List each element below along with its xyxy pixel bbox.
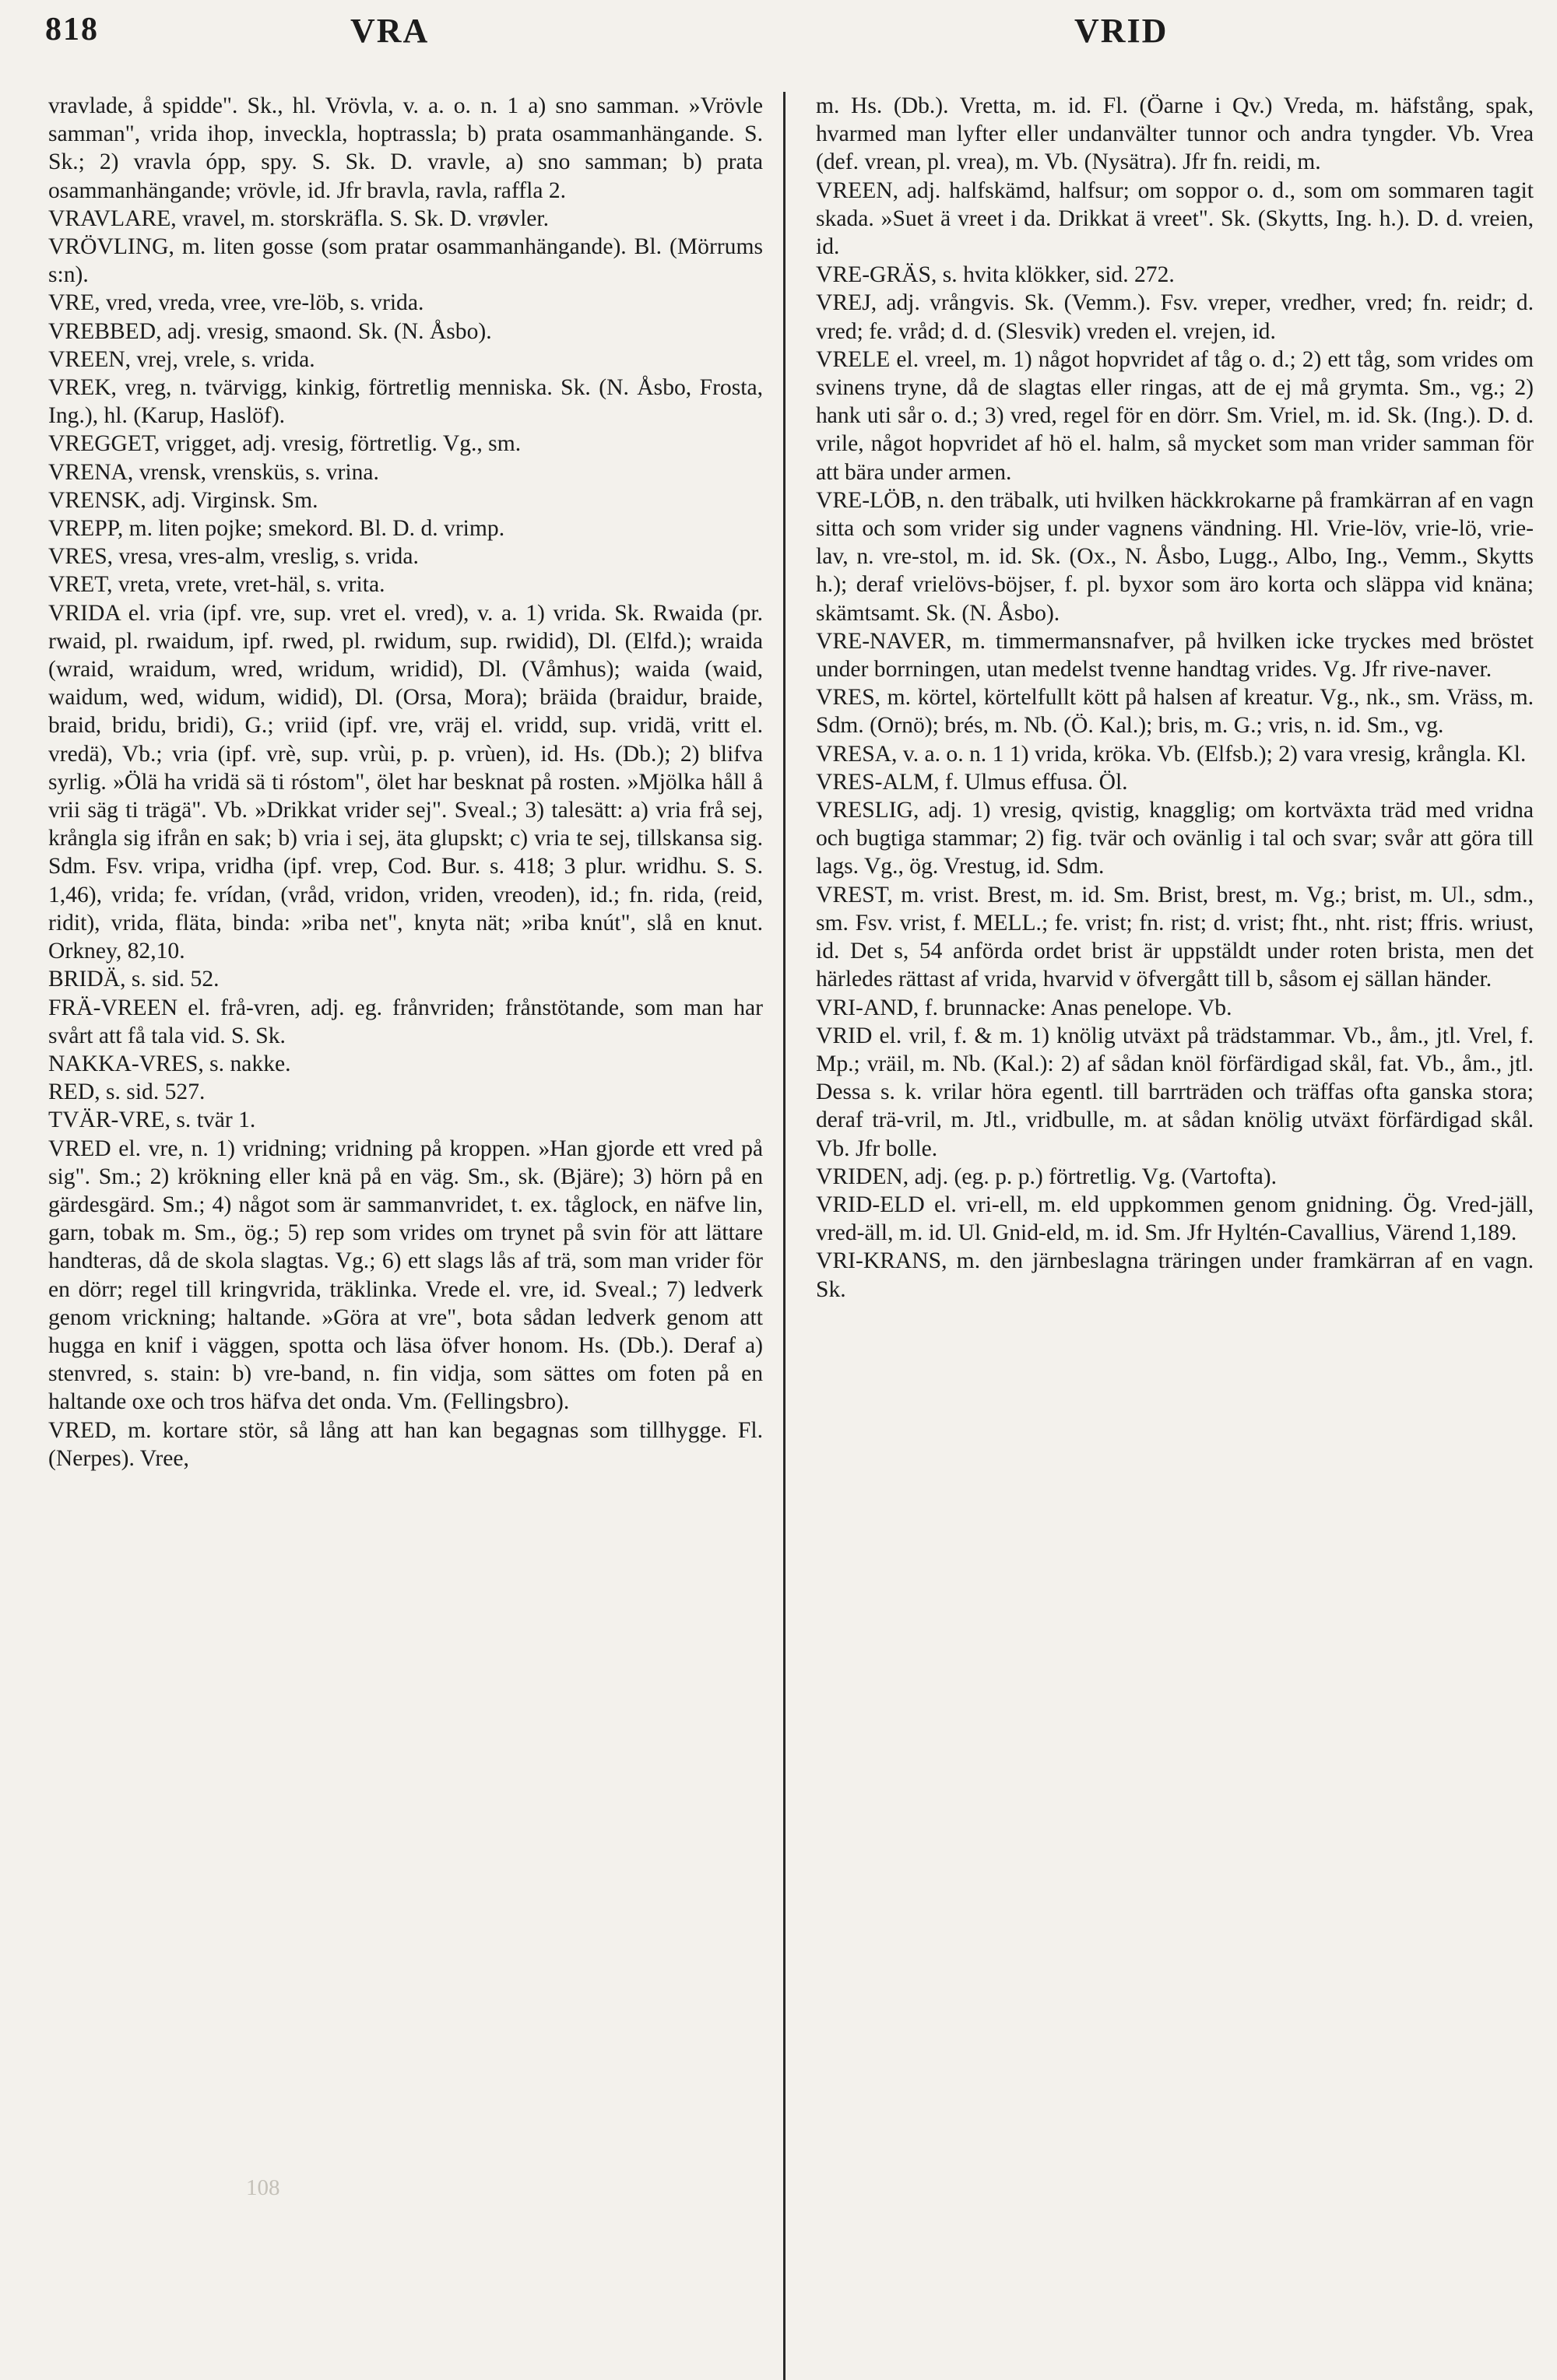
right-column-text: m. Hs. (Db.). Vretta, m. id. Fl. (Öarne i Qv.) Vreda, m. häfstång, spak, hvarmed man lyfter eller undanvälter tunnor och andra tyngder. Vb. Vrea (def. vrean, pl. vrea), m. Vb. (Nysätra). Jfr fn. reidi, m. VREEN, adj. halfskämd, halfsur; om soppor o. d., som om sommaren tagit skada. »Suet ä vreet i da. Drikkat ä vreet". Sk. (Skytts, Ing. h.). D. d. vreien, id. VRE-GRÄS, s. hvita klökker, sid. 272. VREJ, adj. vrångvis. Sk. (Vemm.). Fsv. vreper, vredher, vred; fn. reidr; d. vred; fe. vråd; d. d. (Slesvik) vreden el. vrejen, id. VRELE el. vreel, m. 1) något hopvridet af tåg o. d.; 2) ett tåg, som vrides om svinens tryne, då de slagtas eller ringas, att de ej må grymta. Sm., vg.; 2) hank uti sår o. d.; 3) vred, regel för en dörr. Sm. Vriel, m. id. Sk. (Ing.). D. d. vrile, något hopvridet af hö el. halm, så mycket som man vrider samman för att bära under armen. VRE-LÖB, n. den träbalk, uti hvilken häckkrokarne på framkärran af en vagn sitta och som vrider sig under vagnens vändning. Hl. Vrie-löv, vrie-lö, vrie-lav, n. vre-stol, m. id. Sk. (Ox., N. Åsbo, Lugg., Albo, Ing., Vemm., Skytts h.); deraf vrielövs-böjser, f. pl. byxor som äro korta och släppa vid knäna; skämtsamt. Sk. (N. Åsbo). VRE-NAVER, m. timmermansnafver, på hvilken icke tryckes med bröstet under borrningen, utan medelst tvenne handtag vrides. Vg. Jfr rive-naver. VRES, m. körtel, körtelfullt kött på halsen af kreatur. Vg., nk., sm. Vräss, m. Sdm. (Ornö); brés, m. Nb. (Ö. Kal.); bris, m. G.; vris, n. id. Sm., vg. VRESA, v. a. o. n. 1 1) vrida, kröka. Vb. (Elfsb.); 2) vara vresig, krångla. Kl. VRES-ALM, f. Ulmus effusa. Öl. VRESLIG, adj. 1) vresig, qvistig, knagglig; om kortväxta träd med vridna och bugtiga stammar; 2) fig. tvär och ovänlig i tal och svar; svår att göra till lags. Vg., ög. Vrestug, id. Sdm. VREST, m. vrist. Brest, m. id. Sm. Brist, brest, m. Vg.; brist, m. Ul., sdm., sm. Fsv. vrist, f. MELL.; fe. vrist; fn. rist; d. vrist; fht., nht. rist; ffris. wriust, id. Det s, 54 anförda ordet brist är uppstäldt under roten brista, men det härledes rättast af vrida, hvarvid v öfvergått till b, såsom ej sällan händer. VRI-AND, f. brunnacke: Anas penelope. Vb. VRID el. vril, f. & m. 1) knölig utväxt på trädstammar. Vb., åm., jtl. Vrel, f. Mp.; vräil, m. Nb. (Kal.): 2) af sådan knöl förfärdigad skål, fat. Vb., åm., jtl. Dessa s. k. vrilar höra egentl. till barrträden och träffas ofta ganska stora; deraf trä-vril, m. Jtl., vridbulle, m. at sådan knölig utväxt förfärdigad skål. Vb. Jfr bolle. VRIDEN, adj. (eg. p. p.) förtretlig. Vg. (Vartofta). VRID-ELD el. vri-ell, m. eld uppkommen genom gnidning. Ög. Vred-jäll, vred-äll, m. id. Ul. Gnid-eld, m. id. Sm. Jfr Hyltén-Cavallius, Värend 1,189. VRI-KRANS, m. den järnbeslagna träringen under framkärran af en vagn. Sk.	[816, 93, 1534, 1302]
page-number: 818	[45, 12, 99, 47]
left-running-head: VRA	[350, 12, 430, 50]
faint-folio-number: 108	[246, 2175, 280, 2200]
column-divider	[783, 92, 786, 2380]
left-column-text: vravlade, å spidde". Sk., hl. Vrövla, v. a. o. n. 1 a) sno samman. »Vrövle samman", vrida ihop, inveckla, hoptrassla; b) prata osammanhängande. S. Sk.; 2) vravla ópp, spy. S. Sk. D. vravle, a) sno samman; b) prata osammanhängande; vrövle, id. Jfr bravla, ravla, raffla 2. VRAVLARE, vravel, m. storskräfla. S. Sk. D. vrøvler. VRÖVLING, m. liten gosse (som pratar osammanhängande). Bl. (Mörrums s:n). VRE, vred, vreda, vree, vre-löb, s. vrida. VREBBED, adj. vresig, smaond. Sk. (N. Åsbo). VREEN, vrej, vrele, s. vrida. VREK, vreg, n. tvärvigg, kinkig, förtretlig menniska. Sk. (N. Åsbo, Frosta, Ing.), hl. (Karup, Haslöf). VREGGET, vrigget, adj. vresig, förtretlig. Vg., sm. VRENA, vrensk, vrensküs, s. vrina. VRENSK, adj. Virginsk. Sm. VREPP, m. liten pojke; smekord. Bl. D. d. vrimp. VRES, vresa, vres-alm, vreslig, s. vrida. VRET, vreta, vrete, vret-häl, s. vrita. VRIDA el. vria (ipf. vre, sup. vret el. vred), v. a. 1) vrida. Sk. Rwaida (pr. rwaid, pl. rwaidum, ipf. rwed, pl. rwidum, sup. rwidid), Dl. (Elfd.); wraida (wraid, wraidum, wred, wridum, wridid), Dl. (Våmhus); waida (waid, waidum, wed, widum, widid), Dl. (Orsa, Mora); bräida (braidur, braide, braid, bridu, bridi), G.; vriid (ipf. vre, vräj el. vridd, sup. vridä, vritt el. vredä), Vb.; vria (ipf. vrè, sup. vrùi, p. p. vrùen), id. Hs. (Db.); 2) blifva syrlig. »Ölä ha vridä sä ti róstom", ölet har besknat på rosten. »Mjölka håll å vrii säg ti trägä". Vb. »Drikkat vrider sej". Sveal.; 3) talesätt: a) vria frå sej, krångla sig ifrån en sak; b) vria i sej, äta glupskt; c) vria te sej, tillskansa sig. Sdm. Fsv. vripa, vridha (ipf. vrep, Cod. Bur. s. 418; 3 plur. wridhu. S. S. 1,46), vrida; fe. vrídan, (vråd, vridon, vriden, vreoden), id.; fn. rida, (reid, ridit), vrida, fläta, binda: »riba net", knyta nät; »riba knút", slå en knut. Orkney, 82,10. BRIDÄ, s. sid. 52. FRÄ-VREEN el. frå-vren, adj. eg. frånvriden; frånstötande, som man har svårt att få tala vid. S. Sk. NAKKA-VRES, s. nakke. RED, s. sid. 527. TVÄR-VRE, s. tvär 1. VRED el. vre, n. 1) vridning; vridning på kroppen. »Han gjorde ett vred på sig". Sm.; 2) krökning eller knä på en väg. Sm., sk. (Bjäre); 3) hörn på en gärdesgärd. Sm.; 4) något som är sammanvridet, t. ex. tåglock, en näfve lin, garn, tobak m. Sm., ög.; 5) rep som vrides om trynet på svin för att lättare handteras, då de skola slagtas. Vg.; 6) ett slags lås af trä, som man vrider för en dörr; regel till kringvrida, träklinka. Vrede el. vre, id. Sveal.; 7) ledverk genom vrickning; haltande. »Göra at vre", bota sådan ledverk genom att hugga en knif i väggen, spotta och läsa öfver honom. Hs. (Db.). Deraf a) stenvred, s. stain: b) vre-band, n. fin vidja, som sättes om foten på en haltande oxe och tros häfva det onda. Vm. (Fellingsbro). VRED, m. kortare stör, så lång att han kan begagnas som tillhygge. Fl. (Nerpes). Vree,	[48, 93, 763, 1471]
right-running-head: VRID	[1074, 12, 1169, 50]
